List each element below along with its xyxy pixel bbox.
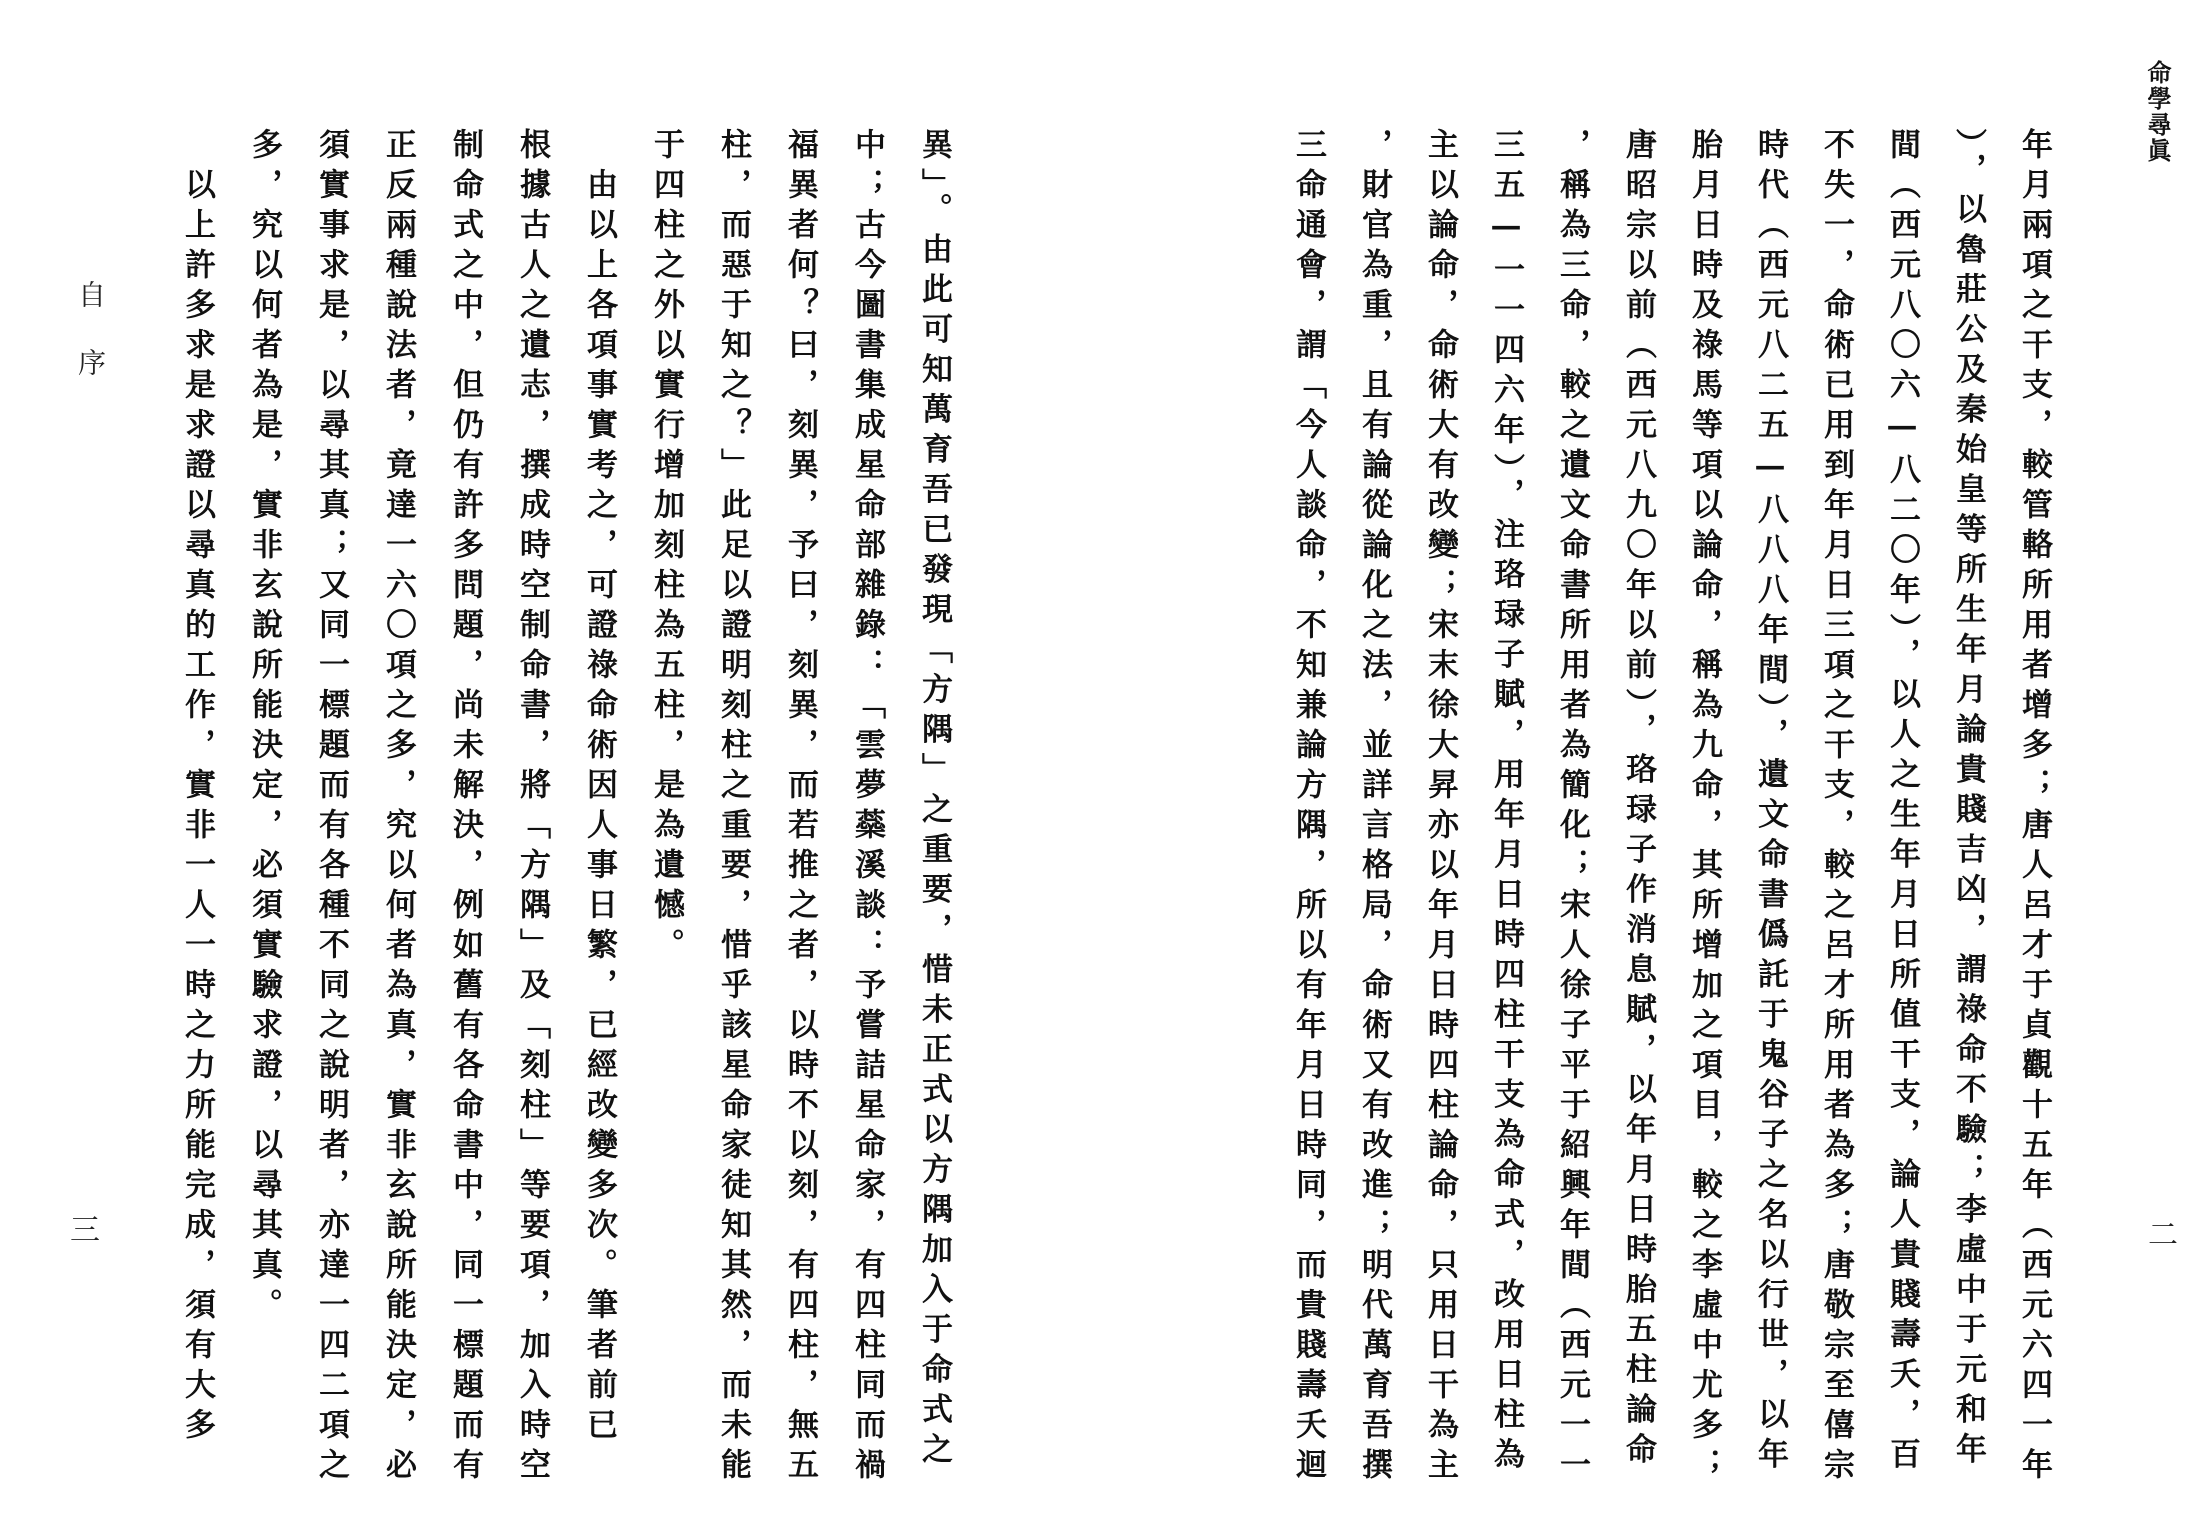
- text-column: ，財官為重，且有論從論化之法，並詳言格局，命術又有改進；明代萬育吾撰: [1356, 128, 1392, 1488]
- margin-title: 自序: [74, 280, 107, 416]
- text-column: ），以魯莊公及秦始皇等所生年月論貴賤吉凶，謂祿命不驗；李虛中于元和年: [1950, 128, 1986, 1473]
- text-column: 異」。由此可知萬育吾已發現「方隅」之重要，惜未正式以方隅加入于命式之: [916, 128, 952, 1473]
- text-column: ，稱為三命，較之遺文命書所用者為簡化；宋人徐子平于紹興年間（西元一一: [1554, 128, 1590, 1488]
- text-column: 正反兩種說法者，竟達一六〇項之多，究以何者為真，實非玄說所能決定，必: [380, 128, 416, 1488]
- text-column: 三命通會，謂「今人談命，不知兼論方隅，所以有年月日時同，而貴賤壽夭迴: [1290, 128, 1326, 1488]
- page-number-left: 三: [70, 1213, 100, 1248]
- text-column: 三五—一一四六年），注珞琭子賦，用年月日時四柱干支為命式，改用日柱為: [1488, 128, 1524, 1478]
- text-column: 福異者何？曰，刻異，予曰，刻異，而若推之者，以時不以刻，有四柱，無五: [782, 128, 818, 1488]
- text-column: 唐昭宗以前（西元八九〇年以前），珞琭子作消息賦，以年月日時胎五柱論命: [1620, 128, 1656, 1473]
- text-column: 年月兩項之干支，較管輅所用者增多；唐人呂才于貞觀十五年（西元六四一年: [2016, 128, 2052, 1488]
- text-column: 主以論命，命術大有改變；宋末徐大昇亦以年月日時四柱論命，只用日干為主: [1422, 128, 1458, 1488]
- text-column: 柱，而惡于知之？」此足以證明刻柱之重要，惜乎該星命家徒知其然，而未能: [715, 128, 751, 1488]
- text-column: 時代（西元八二五—八八八年間），遺文命書僞託于鬼谷子之名以行世，以年: [1752, 128, 1788, 1478]
- text-column: 不失一，命術已用到年月日三項之干支，較之呂才所用者為多；唐敬宗至僖宗: [1818, 128, 1854, 1488]
- text-column: 胎月日時及祿馬等項以論命，稱為九命，其所增加之項目，較之李虛中尤多；: [1686, 128, 1722, 1488]
- text-column: 須實事求是，以尋其真；又同一標題而有各種不同之說明者，亦達一四二項之: [313, 128, 349, 1488]
- left-page: [0, 0, 1098, 1527]
- text-column: 制命式之中，但仍有許多問題，尚未解決，例如舊有各命書中，同一標題而有: [447, 128, 483, 1488]
- page-number-right: 二: [2148, 1218, 2178, 1253]
- text-column: 根據古人之遺志，撰成時空制命書，將「方隅」及「刻柱」等要項，加入時空: [514, 128, 550, 1488]
- text-column: 于四柱之外以實行增加刻柱為五柱，是為遺憾。: [648, 128, 684, 968]
- text-column: 以上許多求是求證以尋真的工作，實非一人一時之力所能完成，須有大多: [179, 128, 215, 1448]
- right-page: [1098, 0, 2197, 1527]
- text-column: 由以上各項事實考之，可證祿命術因人事日繁，已經改變多次。筆者前已: [581, 128, 617, 1448]
- text-column: 間（西元八〇六—八二〇年），以人之生年月日所值干支，論人貴賤壽夭，百: [1884, 128, 1920, 1478]
- running-header: 命學尋眞: [2143, 60, 2172, 164]
- text-column: 多，究以何者為是，實非玄說所能決定，必須實驗求證，以尋其真。: [246, 128, 282, 1328]
- text-column: 中；古今圖書集成星命部雜錄：「雲夢蘂溪談：予嘗詰星命家，有四柱同而禍: [849, 128, 885, 1488]
